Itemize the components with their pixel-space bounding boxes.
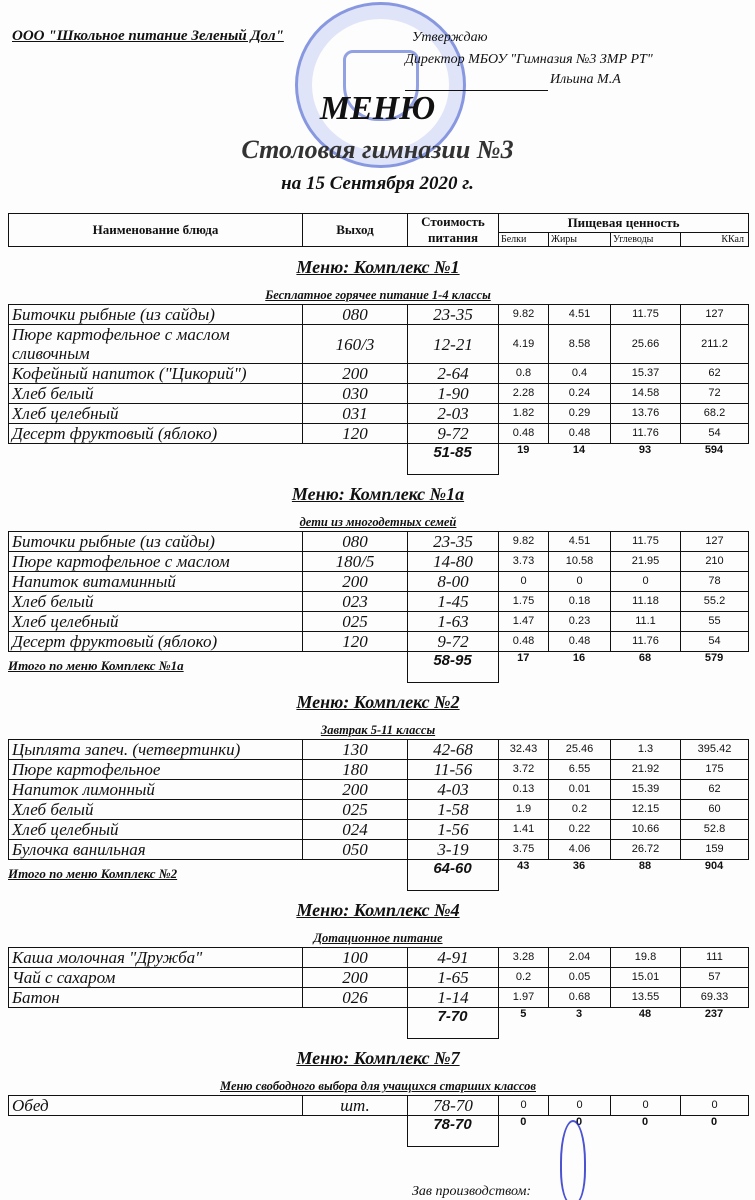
dish-name: Обед (9, 1096, 303, 1116)
dish-fat: 0 (549, 1096, 611, 1116)
table-row (9, 532, 749, 552)
section-subtitle: Бесплатное горячее питание 1-4 классы (265, 288, 491, 302)
dish-name: Хлеб целебный (9, 820, 303, 840)
section-title: Меню: Комплекс №1 (296, 257, 460, 277)
dish-name: Чай с сахаром (9, 968, 303, 988)
total-kcal: 579 (704, 652, 724, 664)
approve-label: Утверждаю (412, 30, 488, 45)
dish-name: Кофейный напиток ("Цикорий") (9, 364, 303, 384)
dish-protein: 0.8 (499, 364, 549, 384)
dish-protein: 0 (499, 572, 549, 592)
total-price: 58-95 (407, 652, 498, 683)
dish-price: 78-70 (408, 1096, 499, 1116)
column-header-table (8, 213, 749, 247)
dish-fat: 25.46 (549, 740, 611, 760)
section-subtitle: Меню свободного выбора для учащихся старших классов (220, 1079, 536, 1093)
dish-fat: 0.24 (549, 384, 611, 404)
total-row (8, 860, 748, 891)
dish-fat: 4.51 (549, 305, 611, 325)
dish-price: 2-03 (408, 404, 499, 424)
total-label (8, 1116, 407, 1147)
dish-output: 120 (303, 632, 408, 652)
dish-fat: 0.48 (549, 632, 611, 652)
section-subtitle: Дотационное питание (313, 931, 443, 945)
total-protein: 0 (520, 1116, 527, 1128)
dish-output: 080 (303, 305, 408, 325)
menu-section (8, 1043, 748, 1147)
dish-kcal: 68.2 (681, 404, 749, 424)
header-fat: Жиры (549, 232, 611, 246)
dish-output: шт. (303, 1096, 408, 1116)
dish-price: 4-91 (408, 948, 499, 968)
approver-title: Директор МБОУ "Гимназия №3 ЗМР РТ" (405, 52, 653, 67)
section-title: Меню: Комплекс №7 (296, 1048, 460, 1068)
dish-kcal: 395.42 (681, 740, 749, 760)
header-kcal: ККал (681, 232, 749, 246)
dish-output: 200 (303, 572, 408, 592)
total-carbs: 68 (638, 652, 652, 664)
dish-price: 1-58 (408, 800, 499, 820)
total-price: 7-70 (407, 1008, 498, 1039)
dish-protein: 3.72 (499, 760, 549, 780)
dish-price: 1-63 (408, 612, 499, 632)
table-row (9, 840, 749, 860)
dish-name: Хлеб белый (9, 800, 303, 820)
table-row (9, 988, 749, 1008)
total-fat: 16 (572, 652, 586, 664)
dish-output: 180/5 (303, 552, 408, 572)
production-manager-label: Зав производством: (412, 1184, 532, 1199)
total-kcal: 904 (704, 860, 724, 872)
dish-carbs: 11.18 (611, 592, 681, 612)
dish-kcal: 55.2 (681, 592, 749, 612)
dish-price: 23-35 (408, 305, 499, 325)
dish-carbs: 0 (611, 1096, 681, 1116)
header-protein: Белки (499, 232, 549, 246)
dish-fat: 0.29 (549, 404, 611, 424)
dish-protein: 1.47 (499, 612, 549, 632)
dish-protein: 0.48 (499, 632, 549, 652)
total-row (8, 652, 748, 683)
total-price: 78-70 (407, 1116, 498, 1147)
header-carbs: Углеводы (611, 232, 681, 246)
menu-sections (8, 250, 748, 1151)
dish-price: 2-64 (408, 364, 499, 384)
table-row (9, 325, 749, 364)
organization-name: ООО "Школьное питание Зеленый Дол" (12, 28, 284, 44)
total-row (8, 1008, 748, 1039)
dish-fat: 0.18 (549, 592, 611, 612)
table-row (9, 780, 749, 800)
dish-output: 080 (303, 532, 408, 552)
dish-kcal: 78 (681, 572, 749, 592)
dish-carbs: 1.3 (611, 740, 681, 760)
dish-name: Батон (9, 988, 303, 1008)
dish-protein: 0.13 (499, 780, 549, 800)
header-dish-name: Наименование блюда (9, 214, 303, 247)
dish-fat: 4.51 (549, 532, 611, 552)
dish-output: 050 (303, 840, 408, 860)
dish-name: Десерт фруктовый (яблоко) (9, 632, 303, 652)
dish-kcal: 111 (681, 948, 749, 968)
total-label (8, 444, 407, 475)
dish-fat: 0.22 (549, 820, 611, 840)
total-carbs: 88 (638, 860, 652, 872)
dish-kcal: 62 (681, 364, 749, 384)
dish-price: 42-68 (408, 740, 499, 760)
dish-carbs: 19.8 (611, 948, 681, 968)
total-kcal: 0 (710, 1116, 718, 1128)
dish-carbs: 21.92 (611, 760, 681, 780)
dish-fat: 8.58 (549, 325, 611, 364)
canteen-name: Столовая гимназии №3 (241, 135, 514, 164)
approver-name: Ильина М.А (550, 72, 621, 87)
total-protein: 17 (517, 652, 530, 664)
dish-protein: 4.19 (499, 325, 549, 364)
dish-fat: 0.05 (549, 968, 611, 988)
dish-carbs: 0 (611, 572, 681, 592)
dish-table (8, 304, 749, 444)
total-price: 64-60 (407, 860, 498, 891)
dish-carbs: 12.15 (611, 800, 681, 820)
dish-protein: 9.82 (499, 305, 549, 325)
dish-carbs: 15.39 (611, 780, 681, 800)
total-label: Итого по меню Комплекс №1а (8, 658, 184, 673)
total-fat: 14 (572, 444, 586, 456)
total-label: Итого по меню Комплекс №2 (8, 866, 178, 881)
dish-fat: 0.4 (549, 364, 611, 384)
dish-protein: 3.75 (499, 840, 549, 860)
dish-output: 200 (303, 968, 408, 988)
total-row (8, 1116, 748, 1147)
total-carbs: 0 (641, 1116, 649, 1128)
table-row (9, 632, 749, 652)
dish-fat: 0.68 (549, 988, 611, 1008)
menu-section (8, 895, 748, 1039)
dish-name: Булочка ванильная (9, 840, 303, 860)
dish-protein: 1.41 (499, 820, 549, 840)
dish-fat: 0.01 (549, 780, 611, 800)
dish-kcal: 55 (681, 612, 749, 632)
total-fat: 36 (572, 860, 586, 872)
menu-section (8, 479, 748, 683)
dish-price: 23-35 (408, 532, 499, 552)
dish-kcal: 159 (681, 840, 749, 860)
dish-kcal: 54 (681, 632, 749, 652)
dish-fat: 0 (549, 572, 611, 592)
dish-table (8, 531, 749, 652)
table-row (9, 384, 749, 404)
dish-protein: 0.2 (499, 968, 549, 988)
table-row (9, 1096, 749, 1116)
dish-protein: 1.97 (499, 988, 549, 1008)
table-row (9, 552, 749, 572)
dish-carbs: 13.55 (611, 988, 681, 1008)
dish-fat: 2.04 (549, 948, 611, 968)
dish-price: 12-21 (408, 325, 499, 364)
dish-kcal: 211.2 (681, 325, 749, 364)
dish-output: 100 (303, 948, 408, 968)
dish-name: Биточки рыбные (из сайды) (9, 305, 303, 325)
dish-protein: 1.75 (499, 592, 549, 612)
dish-protein: 0.48 (499, 424, 549, 444)
dish-name: Хлеб белый (9, 592, 303, 612)
dish-price: 1-45 (408, 592, 499, 612)
dish-name: Пюре картофельное с маслом сливочным (9, 325, 303, 364)
header-output: Выход (303, 214, 408, 247)
table-row (9, 740, 749, 760)
total-fat: 0 (575, 1116, 583, 1128)
dish-output: 120 (303, 424, 408, 444)
section-subtitle: дети из многодетных семей (299, 515, 457, 529)
dish-kcal: 62 (681, 780, 749, 800)
dish-output: 026 (303, 988, 408, 1008)
dish-name: Биточки рыбные (из сайды) (9, 532, 303, 552)
dish-name: Десерт фруктовый (яблоко) (9, 424, 303, 444)
section-subtitle: Завтрак 5-11 классы (320, 723, 436, 737)
dish-kcal: 210 (681, 552, 749, 572)
dish-protein: 3.28 (499, 948, 549, 968)
total-fat: 3 (575, 1008, 583, 1020)
dish-output: 025 (303, 800, 408, 820)
total-carbs: 93 (638, 444, 652, 456)
menu-date: на 15 Сентября 2020 г. (281, 173, 474, 194)
dish-carbs: 10.66 (611, 820, 681, 840)
table-row (9, 592, 749, 612)
dish-carbs: 11.75 (611, 305, 681, 325)
dish-carbs: 11.75 (611, 532, 681, 552)
table-row (9, 760, 749, 780)
dish-price: 1-90 (408, 384, 499, 404)
total-price: 51-85 (407, 444, 498, 475)
dish-fat: 0.23 (549, 612, 611, 632)
dish-name: Напиток лимонный (9, 780, 303, 800)
table-row (9, 612, 749, 632)
total-protein: 43 (517, 860, 530, 872)
dish-name: Хлеб целебный (9, 404, 303, 424)
dish-fat: 4.06 (549, 840, 611, 860)
table-row (9, 968, 749, 988)
header-nutrition: Пищевая ценность (499, 214, 749, 233)
dish-kcal: 54 (681, 424, 749, 444)
dish-protein: 9.82 (499, 532, 549, 552)
table-row (9, 364, 749, 384)
section-title: Меню: Комплекс №1а (291, 484, 465, 504)
dish-carbs: 15.01 (611, 968, 681, 988)
dish-protein: 1.9 (499, 800, 549, 820)
dish-fat: 0.2 (549, 800, 611, 820)
dish-price: 14-80 (408, 552, 499, 572)
dish-kcal: 52.8 (681, 820, 749, 840)
dish-carbs: 11.76 (611, 632, 681, 652)
menu-section (8, 252, 748, 475)
table-row (9, 404, 749, 424)
table-row (9, 948, 749, 968)
dish-fat: 6.55 (549, 760, 611, 780)
section-title: Меню: Комплекс №2 (296, 692, 460, 712)
total-protein: 5 (520, 1008, 527, 1020)
dish-carbs: 14.58 (611, 384, 681, 404)
dish-name: Хлеб белый (9, 384, 303, 404)
dish-kcal: 69.33 (681, 988, 749, 1008)
dish-price: 1-56 (408, 820, 499, 840)
document-title: МЕНЮ (319, 90, 436, 127)
dish-name: Каша молочная "Дружба" (9, 948, 303, 968)
dish-carbs: 15.37 (611, 364, 681, 384)
section-title: Меню: Комплекс №4 (296, 900, 460, 920)
dish-output: 180 (303, 760, 408, 780)
dish-name: Пюре картофельное с маслом (9, 552, 303, 572)
dish-price: 3-19 (408, 840, 499, 860)
dish-kcal: 0 (681, 1096, 749, 1116)
dish-kcal: 60 (681, 800, 749, 820)
table-row (9, 572, 749, 592)
dish-name: Пюре картофельное (9, 760, 303, 780)
dish-protein: 1.82 (499, 404, 549, 424)
table-row (9, 800, 749, 820)
dish-name: Хлеб целебный (9, 612, 303, 632)
dish-carbs: 11.1 (611, 612, 681, 632)
dish-fat: 0.48 (549, 424, 611, 444)
dish-price: 8-00 (408, 572, 499, 592)
dish-price: 9-72 (408, 632, 499, 652)
dish-output: 024 (303, 820, 408, 840)
dish-carbs: 25.66 (611, 325, 681, 364)
total-kcal: 594 (704, 444, 724, 456)
dish-carbs: 26.72 (611, 840, 681, 860)
dish-carbs: 13.76 (611, 404, 681, 424)
dish-protein: 0 (499, 1096, 549, 1116)
dish-carbs: 11.76 (611, 424, 681, 444)
dish-output: 160/3 (303, 325, 408, 364)
handwritten-signature (560, 1120, 586, 1200)
dish-fat: 10.58 (549, 552, 611, 572)
total-protein: 19 (517, 444, 530, 456)
dish-output: 025 (303, 612, 408, 632)
dish-output: 200 (303, 364, 408, 384)
dish-kcal: 127 (681, 532, 749, 552)
dish-protein: 32.43 (499, 740, 549, 760)
dish-output: 030 (303, 384, 408, 404)
dish-protein: 2.28 (499, 384, 549, 404)
dish-price: 11-56 (408, 760, 499, 780)
dish-output: 200 (303, 780, 408, 800)
dish-price: 1-14 (408, 988, 499, 1008)
dish-output: 130 (303, 740, 408, 760)
dish-output: 023 (303, 592, 408, 612)
table-row (9, 305, 749, 325)
dish-kcal: 57 (681, 968, 749, 988)
dish-name: Напиток витаминный (9, 572, 303, 592)
dish-price: 4-03 (408, 780, 499, 800)
total-kcal: 237 (704, 1008, 724, 1020)
header-price: Стоимость питания (408, 214, 499, 247)
total-label (8, 1008, 407, 1039)
dish-price: 9-72 (408, 424, 499, 444)
dish-kcal: 72 (681, 384, 749, 404)
dish-table (8, 947, 749, 1008)
total-row (8, 444, 748, 475)
dish-protein: 3.73 (499, 552, 549, 572)
menu-section (8, 687, 748, 891)
dish-price: 1-65 (408, 968, 499, 988)
total-carbs: 48 (638, 1008, 652, 1020)
dish-table (8, 1095, 749, 1116)
dish-table (8, 739, 749, 860)
table-row (9, 820, 749, 840)
dish-output: 031 (303, 404, 408, 424)
dish-kcal: 127 (681, 305, 749, 325)
dish-carbs: 21.95 (611, 552, 681, 572)
dish-kcal: 175 (681, 760, 749, 780)
dish-name: Цыплята запеч. (четвертинки) (9, 740, 303, 760)
table-row (9, 424, 749, 444)
